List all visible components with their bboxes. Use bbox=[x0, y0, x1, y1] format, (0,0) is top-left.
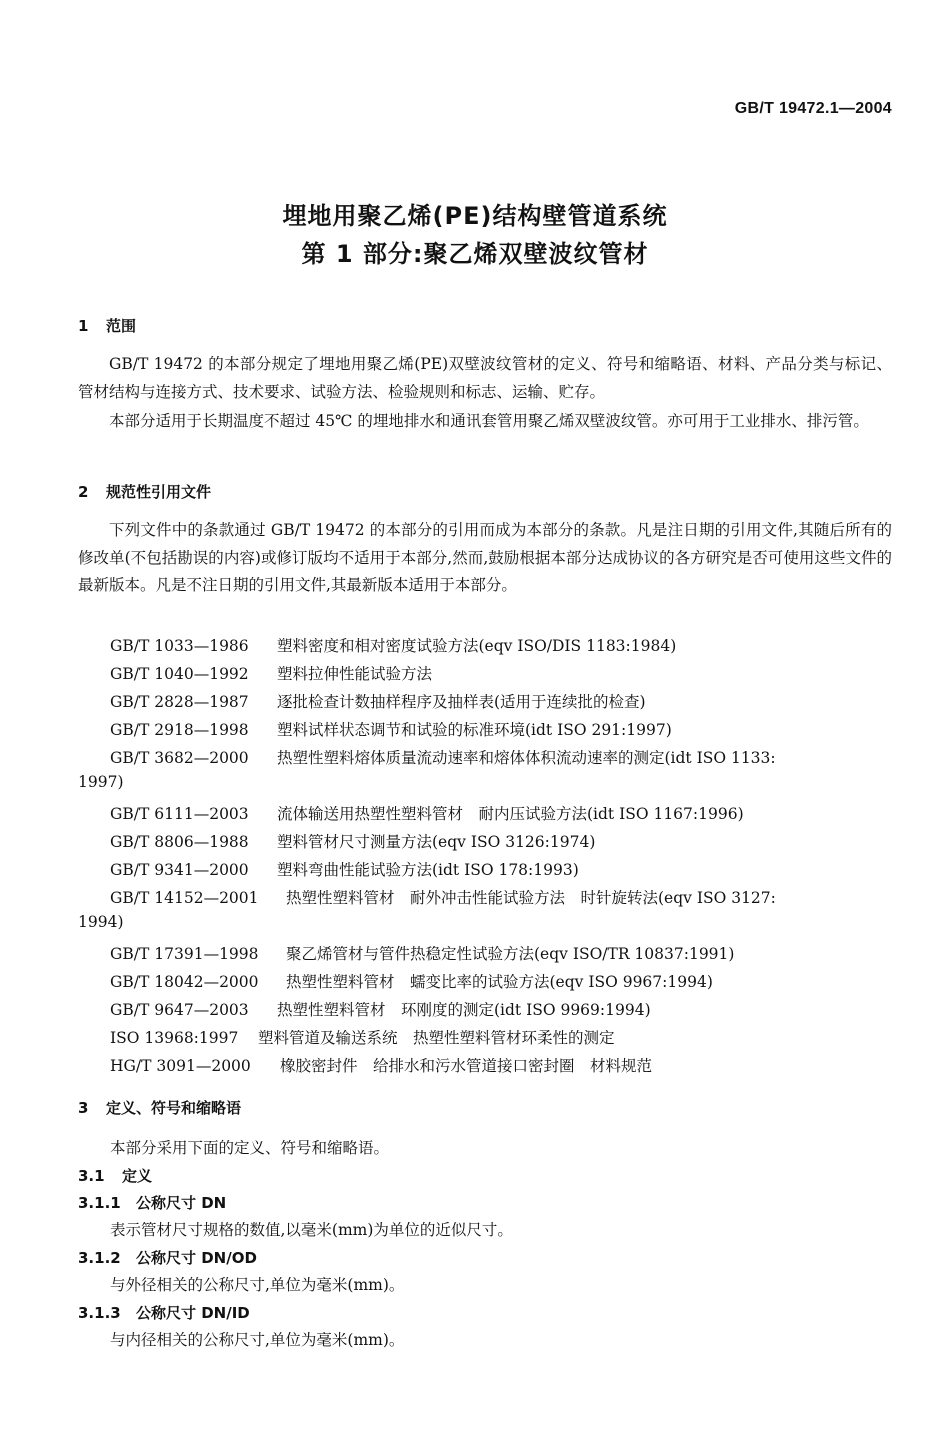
reference-item bbox=[110, 802, 744, 824]
reference-title: 逐批检查计数抽样程序及抽样表(适用于连续批的检查) bbox=[277, 693, 646, 711]
section-3-intro: 本部分采用下面的定义、符号和缩略语。 bbox=[110, 1139, 390, 1157]
reference-continuation: 1997) bbox=[78, 773, 124, 791]
reference-title: 塑料管材尺寸测量方法(eqv ISO 3126:1974) bbox=[277, 833, 596, 851]
reference-code: GB/T 9647—2003 bbox=[110, 1001, 249, 1019]
section-3-heading bbox=[78, 1097, 241, 1118]
reference-code: GB/T 9341—2000 bbox=[110, 861, 249, 879]
definition-heading bbox=[78, 1302, 250, 1323]
reference-item bbox=[110, 830, 595, 852]
definition-term: 公称尺寸 DN/OD bbox=[136, 1249, 257, 1267]
subsection-3-1-heading bbox=[78, 1165, 152, 1186]
reference-item bbox=[110, 858, 579, 880]
reference-title: 塑料密度和相对密度试验方法(eqv ISO/DIS 1183:1984) bbox=[277, 637, 677, 655]
reference-item bbox=[110, 634, 676, 656]
section-2-heading bbox=[78, 481, 211, 502]
document-title-line-2: 第 1 部分:聚乙烯双壁波纹管材 bbox=[301, 240, 649, 268]
reference-title: 流体输送用热塑性塑料管材 耐内压试验方法(idt ISO 1167:1996) bbox=[277, 805, 744, 823]
reference-item bbox=[110, 718, 672, 740]
reference-item bbox=[110, 1054, 652, 1076]
reference-title: 塑料试样状态调节和试验的标准环境(idt ISO 291:1997) bbox=[277, 721, 672, 739]
definition-text: 与内径相关的公称尺寸,单位为毫米(mm)。 bbox=[110, 1331, 405, 1349]
reference-code: GB/T 17391—1998 bbox=[110, 945, 259, 963]
definition-number: 3.1.3 bbox=[78, 1304, 121, 1322]
section-1-paragraph-1: GB/T 19472 的本部分规定了埋地用聚乙烯(PE)双壁波纹管材的定义、符号和缩略语、材料、产品分类与标记、管材结构与连接方式、技术要求、试验方法、检验规则和标志、运输、贮存。 bbox=[78, 355, 892, 401]
subsection-title: 定义 bbox=[122, 1167, 153, 1185]
reference-code: GB/T 18042—2000 bbox=[110, 973, 259, 991]
reference-title: 热塑性塑料管材 耐外冲击性能试验方法 时针旋转法(eqv ISO 3127: bbox=[286, 889, 776, 907]
reference-title: 热塑性塑料熔体质量流动速率和熔体体积流动速率的测定(idt ISO 1133: bbox=[277, 749, 776, 767]
section-title: 规范性引用文件 bbox=[106, 483, 212, 501]
definition-term: 公称尺寸 DN bbox=[136, 1194, 227, 1212]
definition-heading bbox=[78, 1247, 257, 1268]
reference-code: GB/T 2828—1987 bbox=[110, 693, 249, 711]
section-number: 1 bbox=[78, 317, 89, 335]
section-number: 3 bbox=[78, 1099, 89, 1117]
reference-item bbox=[110, 1026, 615, 1048]
reference-code: GB/T 2918—1998 bbox=[110, 721, 249, 739]
document-title-line-1: 埋地用聚乙烯(PE)结构壁管道系统 bbox=[282, 202, 668, 230]
reference-item bbox=[110, 662, 432, 684]
reference-item bbox=[110, 690, 646, 712]
reference-code: GB/T 8806—1988 bbox=[110, 833, 249, 851]
reference-code: GB/T 3682—2000 bbox=[110, 749, 249, 767]
section-title: 范围 bbox=[106, 317, 137, 335]
reference-title: 聚乙烯管材与管件热稳定性试验方法(eqv ISO/TR 10837:1991) bbox=[286, 945, 735, 963]
reference-code: ISO 13968:1997 bbox=[110, 1029, 239, 1047]
reference-code: GB/T 1040—1992 bbox=[110, 665, 249, 683]
section-number: 2 bbox=[78, 483, 89, 501]
reference-title: 塑料管道及输送系统 热塑性塑料管材环柔性的测定 bbox=[258, 1029, 615, 1047]
definition-number: 3.1.2 bbox=[78, 1249, 121, 1267]
reference-title: 塑料弯曲性能试验方法(idt ISO 178:1993) bbox=[277, 861, 579, 879]
reference-item bbox=[110, 942, 734, 964]
reference-item bbox=[110, 970, 713, 992]
section-1-paragraph-2: 本部分适用于长期温度不超过 45℃ 的埋地排水和通讯套管用聚乙烯双壁波纹管。亦可用于工业排水、排污管。 bbox=[109, 412, 869, 430]
section-title: 定义、符号和缩略语 bbox=[106, 1099, 242, 1117]
definition-text: 与外径相关的公称尺寸,单位为毫米(mm)。 bbox=[110, 1276, 405, 1294]
definition-term: 公称尺寸 DN/ID bbox=[136, 1304, 250, 1322]
section-2-paragraph: 下列文件中的条款通过 GB/T 19472 的本部分的引用而成为本部分的条款。凡是注日期的引用文件,其随后所有的修改单(不包括勘误的内容)或修订版均不适用于本部分,然而,鼓励根据本部分达成协议的各方研究是否可使用这些文件的最新版本。凡是不注日期的引用文件,其最新版本适用于本部分。 bbox=[78, 521, 892, 594]
definition-text: 表示管材尺寸规格的数值,以毫米(mm)为单位的近似尺寸。 bbox=[110, 1221, 513, 1239]
reference-item bbox=[110, 746, 776, 768]
reference-code: GB/T 1033—1986 bbox=[110, 637, 249, 655]
reference-continuation: 1994) bbox=[78, 913, 124, 931]
document-code: GB/T 19472.1—2004 bbox=[734, 100, 892, 117]
definition-number: 3.1.1 bbox=[78, 1194, 121, 1212]
reference-code: GB/T 14152—2001 bbox=[110, 889, 259, 907]
reference-code: HG/T 3091—2000 bbox=[110, 1057, 251, 1075]
subsection-number: 3.1 bbox=[78, 1167, 105, 1185]
section-1-heading bbox=[78, 315, 136, 336]
reference-item bbox=[110, 998, 651, 1020]
definition-heading bbox=[78, 1192, 226, 1213]
reference-title: 热塑性塑料管材 环刚度的测定(idt ISO 9969:1994) bbox=[277, 1001, 651, 1019]
reference-code: GB/T 6111—2003 bbox=[110, 805, 249, 823]
reference-title: 塑料拉伸性能试验方法 bbox=[277, 665, 433, 683]
reference-item bbox=[110, 886, 776, 908]
reference-title: 橡胶密封件 给排水和污水管道接口密封圈 材料规范 bbox=[280, 1057, 653, 1075]
reference-title: 热塑性塑料管材 蠕变比率的试验方法(eqv ISO 9967:1994) bbox=[286, 973, 713, 991]
